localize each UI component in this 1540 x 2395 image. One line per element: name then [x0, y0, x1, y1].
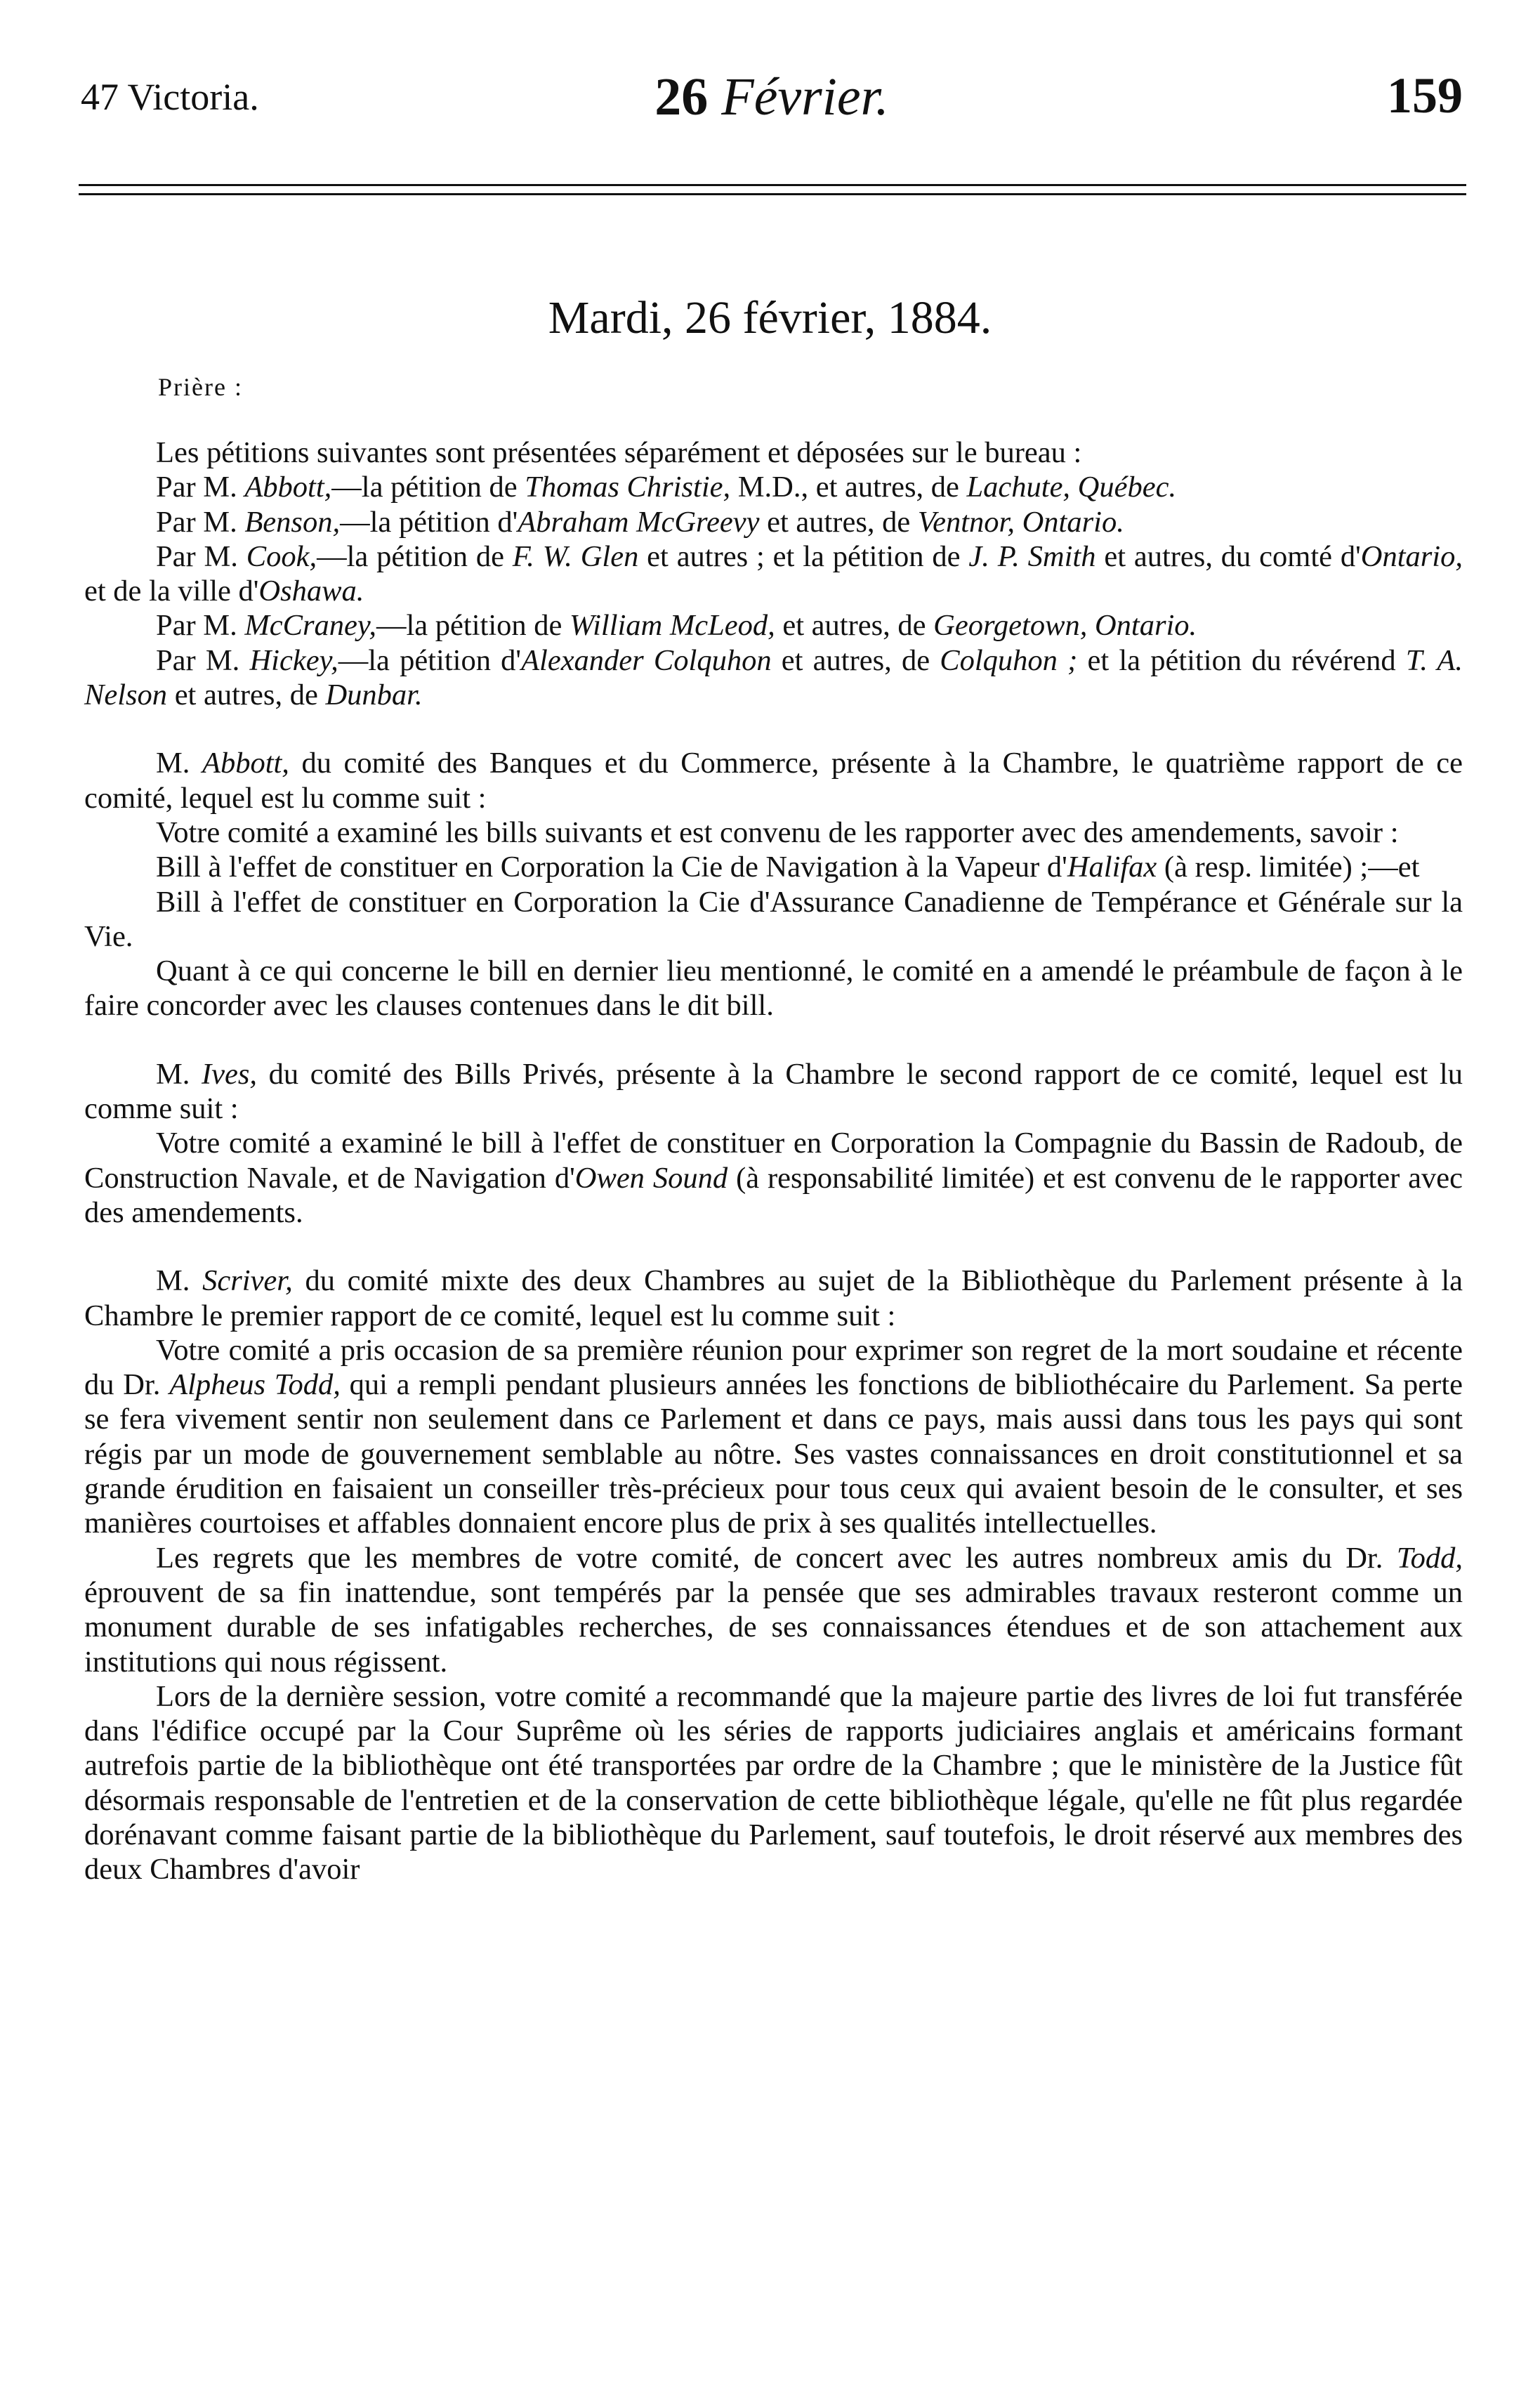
text-run: M. — [156, 1264, 203, 1298]
text-run: éprouvent de sa fin inattendue, sont tempérés par la pensée que ses admirables travaux resteront comme un monument durable de ses infatigables recherches, de ses connaissances étendues et de son attachement aux institutions qui nous régissent. — [84, 1575, 1463, 1679]
text-run: qui a rempli pendant plusieurs années les fonctions de bibliothécaire du Parlement. Sa perte se fera vivement sentir non seulement dans ce Parlement et dans ce pays, mais aussi dans tous les pays qui sont régis par un mode de gouvernement semblable au nôtre. Ses vastes connaissances en droit constitutionnel et sa grande érudition en faisaient un conseiller très-précieux pour tous ceux qui avaient besoin de le consulter, et ses manières courtoises et affables donnaient encore plus de prix à ses qualités intellectuelles. — [84, 1368, 1463, 1540]
scriver-report-paragraph — [84, 1333, 1463, 1541]
petition-hickey — [84, 643, 1463, 713]
text-run: du comité des Bills Privés, présente à la Chambre le second rapport de ce comité, lequel est lu comme suit : — [84, 1057, 1463, 1126]
text-run: —la pétition d' — [338, 643, 522, 677]
text-run: et autres, de — [759, 505, 918, 539]
place-name: Oshawa. — [258, 575, 364, 608]
abbott-report-paragraph: Votre comité a examiné les bills suivants et est convenu de les rapporter avec des amendements, savoir : — [156, 815, 1399, 849]
text-run: et la pétition du révérend — [1077, 643, 1406, 677]
text-run: (à responsabilité limitée) et est convenu de le rapporter avec des amendements. — [84, 1161, 1463, 1229]
header-day: 26 — [654, 67, 709, 126]
running-header — [81, 67, 1463, 130]
priere-label: Prière : — [158, 373, 243, 401]
text-run: Bill à l'effet de constituer en Corporation la Cie de Navigation à la Vapeur d' — [156, 851, 1067, 884]
text-run: et de la ville d' — [84, 575, 259, 608]
place-name: Owen Sound — [574, 1161, 728, 1195]
text-run: et autres, de — [771, 643, 940, 677]
text-run: Par M. — [156, 609, 245, 643]
member-name: Hickey, — [249, 643, 338, 677]
abbott-report-paragraph: Quant à ce qui concerne le bill en dernier lieu mentionné, le comité en a amendé le préambule de façon à le faire concorder avec les clauses contenues dans le dit bill. — [84, 954, 1463, 1023]
text-run: et autres, du comté d' — [1095, 539, 1361, 573]
petitioner-name: Abraham McGreevy — [518, 505, 760, 539]
text-run: Les regrets que les membres de votre comité, de concert avec les autres nombreux amis du Dr. — [156, 1541, 1397, 1575]
text-run: et autres, de — [775, 609, 934, 643]
abbott-report-intro — [84, 746, 1463, 815]
text-run: M.D., et autres, de — [730, 471, 967, 504]
text-run: —la pétition de — [376, 609, 570, 643]
abbott-report-bill-2: Bill à l'effet de constituer en Corporation la Cie d'Assurance Canadienne de Tempérance et Générale sur la Vie. — [84, 885, 1463, 953]
text-run: et autres, de — [167, 678, 326, 712]
text-run: Par M. — [156, 471, 245, 504]
place-name: Lachute, Québec. — [966, 471, 1177, 504]
place-name: Colquhon ; — [940, 643, 1078, 677]
ives-report-paragraph — [84, 1126, 1463, 1230]
petitioner-name: T. A. Nelson — [84, 643, 1463, 712]
text-run: Par M. — [156, 539, 246, 573]
abbott-report-bill-1 — [84, 850, 1463, 884]
place-name: Dunbar. — [325, 678, 423, 712]
header-regnal-year: 47 Victoria. — [81, 76, 259, 118]
date-heading: Mardi, 26 février, 1884. — [548, 292, 992, 343]
text-run: Votre comité a examiné le bill à l'effet de constituer en Corporation la Compagnie du Bassin de Radoub, de Construction Navale, et de Navigation d' — [84, 1127, 1463, 1195]
text-run: Par M. — [156, 505, 245, 539]
place-name: Halifax — [1067, 851, 1157, 884]
petitions-intro: Les pétitions suivantes sont présentées séparément et déposées sur le bureau : — [156, 436, 1082, 469]
member-name: Scriver, — [202, 1264, 293, 1298]
page-number: 159 — [1387, 67, 1463, 124]
text-run: du comité des Banques et du Commerce, présente à la Chambre, le quatrième rapport de ce comité, lequel est lu comme suit : — [84, 747, 1463, 815]
text-run: et autres ; et la pétition de — [638, 539, 969, 573]
scriver-report-paragraph — [84, 1541, 1463, 1679]
petitioner-name: William McLeod, — [570, 609, 775, 643]
petition-benson — [84, 505, 1463, 539]
member-name: Abbott, — [244, 471, 332, 504]
text-run: du comité mixte des deux Chambres au sujet de la Bibliothèque du Parlement présente à la Chambre le premier rapport de ce comité, lequel est lu comme suit : — [84, 1264, 1463, 1332]
ives-report-intro — [84, 1057, 1463, 1127]
member-name: Abbott, — [202, 747, 289, 780]
petition-mccraney — [84, 608, 1463, 643]
petition-abbott — [84, 470, 1463, 504]
text-run: M. — [156, 747, 202, 780]
member-name: McCraney, — [244, 609, 376, 643]
scriver-report-intro — [84, 1264, 1463, 1333]
text-run: M. — [156, 1057, 202, 1091]
text-run: Votre comité a pris occasion de sa première réunion pour exprimer son regret de la mort soudaine et récente du Dr. — [84, 1333, 1463, 1402]
member-name: Cook, — [246, 539, 317, 573]
place-name: Ventnor, Ontario. — [917, 505, 1124, 539]
scriver-report-paragraph: Lors de la dernière session, votre comité a recommandé que la majeure partie des livres de loi fut transférée dans l'édifice occupé par la Cour Suprême où les séries de rapports judiciaires anglais et américains formant autrefois partie de la bibliothèque ont été transportées par ordre de la Chambre ; que le ministère de la Justice fût désormais responsable de l'entretien et de la conservation de cette bibliothèque légale, qu'elle ne fût plus regardée dorénavant comme faisant partie de la bibliothèque du Parlement, sauf toutefois, le droit réservé aux membres des deux Chambres d'avoir — [84, 1679, 1463, 1887]
header-rule-top — [79, 184, 1466, 186]
document-body — [84, 435, 1463, 1887]
person-name: Todd, — [1396, 1541, 1463, 1575]
place-name: Ontario, — [1360, 539, 1463, 573]
petitioner-name: Alexander Colquhon — [521, 643, 772, 677]
text-run: (à resp. limitée) ;—et — [1157, 851, 1420, 884]
petitioner-name: J. P. Smith — [968, 539, 1096, 573]
member-name: Ives, — [202, 1057, 258, 1091]
member-name: Benson, — [244, 505, 341, 539]
header-month: Février. — [721, 67, 889, 126]
petitioner-name: F. W. Glen — [512, 539, 639, 573]
petition-cook — [84, 539, 1463, 609]
header-date — [81, 67, 1463, 128]
text-run: —la pétition de — [331, 471, 525, 504]
text-run: —la pétition d' — [340, 505, 518, 539]
header-rule-bottom — [79, 193, 1466, 195]
person-name: Alpheus Todd, — [169, 1368, 341, 1402]
text-run: Par M. — [156, 643, 250, 677]
petitioner-name: Thomas Christie, — [525, 471, 731, 504]
place-name: Georgetown, Ontario. — [933, 609, 1197, 643]
text-run: —la pétition de — [317, 539, 513, 573]
